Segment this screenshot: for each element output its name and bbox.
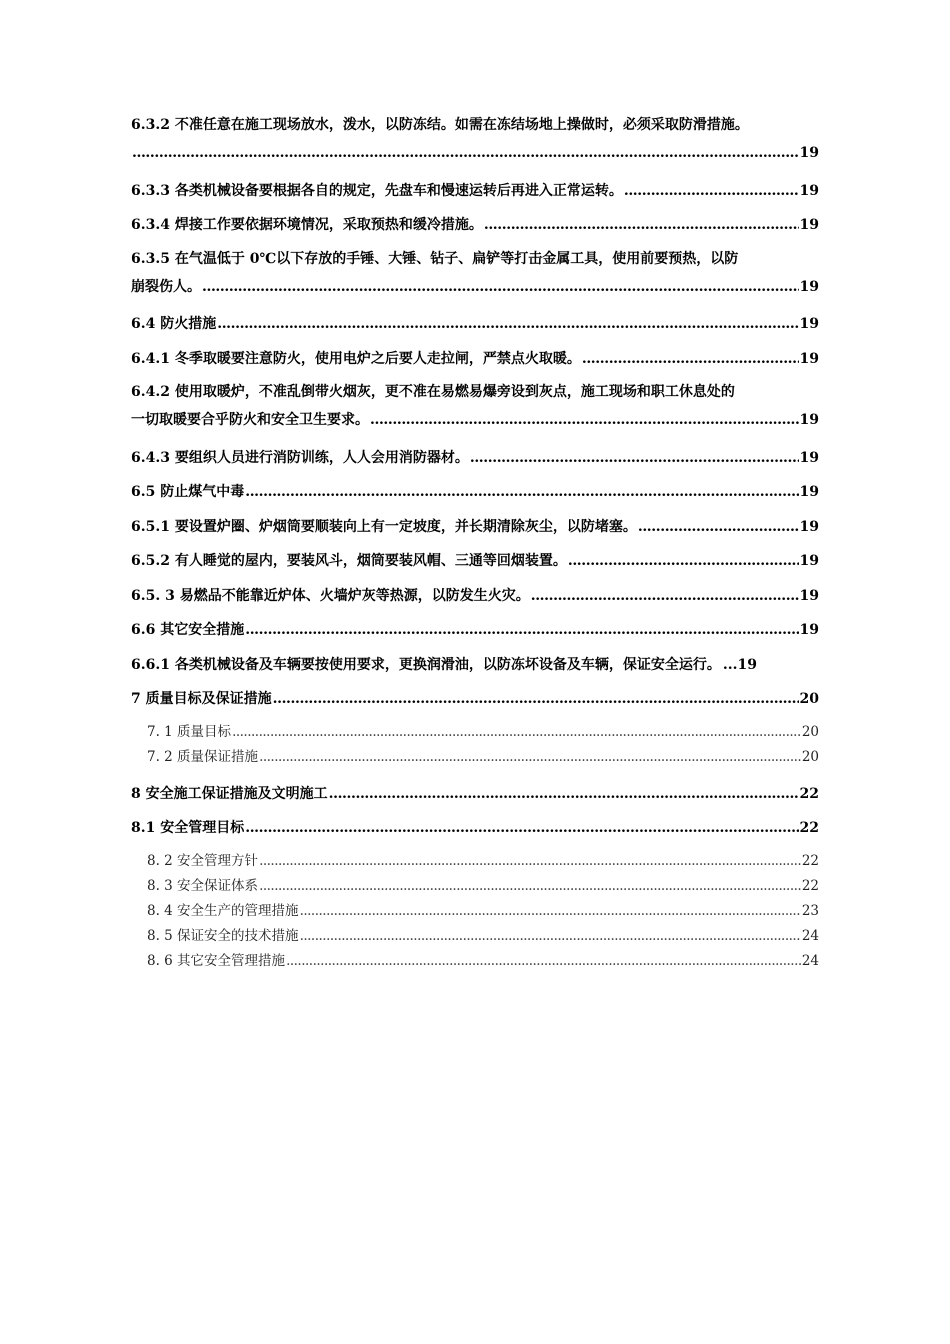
toc-leader-dots (470, 444, 799, 472)
toc-page-number: 19 (799, 182, 819, 199)
toc-page-number: 20 (801, 723, 819, 740)
toc-leader-dots (568, 547, 799, 575)
toc-leader-dots (329, 780, 799, 808)
toc-entry-7-2[interactable] (131, 745, 819, 770)
toc-leader-dots (638, 513, 799, 541)
toc-entry-7-1[interactable] (131, 720, 819, 745)
toc-page-number: 24 (801, 952, 819, 969)
toc-leader-dots (259, 849, 801, 874)
toc-entry-text-cont: 一切取暖要合乎防火和安全卫生要求。 (131, 412, 369, 428)
toc-entry-text: 6.5.1 要设置炉圈、炉烟筒要顺装向上有一定坡度，并长期清除灰尘，以防堵塞。 (131, 518, 637, 535)
toc-entry-6-6-1[interactable] (131, 651, 819, 686)
toc-leader-dots (370, 409, 799, 431)
toc-entry-text: 6.3.3 各类机械设备要根据各自的规定，先盘车和慢速运转后再进入正常运转。 (131, 182, 623, 199)
toc-page-number: ...19 (722, 656, 757, 673)
toc-entry-text: 6.5. 3 易燃品不能靠近炉体、火墙炉灰等热源，以防发生火灾。 (131, 587, 530, 604)
toc-entry-6-3-4[interactable] (131, 211, 819, 246)
toc-page-number: 20 (801, 748, 819, 765)
toc-entry-text: 6.6 其它安全措施 (131, 622, 245, 638)
toc-leader-dots (484, 211, 799, 239)
toc-leader-dots (273, 685, 799, 713)
toc-entry-6-5-3[interactable] (131, 582, 819, 617)
toc-entry-text: 6.3.5 在气温低于 0℃以下存放的手锤、大锤、钻子、扁铲等打击金属工具，使用前要预热，以防 (131, 250, 739, 267)
toc-entry-7[interactable] (131, 685, 819, 720)
toc-entry-6-5[interactable] (131, 478, 819, 513)
toc-entry-6-4-1[interactable] (131, 345, 819, 380)
toc-page-number: 19 (799, 350, 819, 367)
toc-leader-dots (245, 478, 798, 506)
toc-entry-text: 8. 3 安全保证体系 (147, 877, 259, 894)
toc-entry-text-cont: 崩裂伤人。 (131, 278, 201, 295)
toc-page-number: 19 (799, 553, 819, 569)
toc-leader-dots (582, 345, 799, 373)
toc-entry-text: 8.1 安全管理目标 (131, 820, 245, 836)
toc-entry-8-4[interactable] (131, 899, 819, 924)
toc-entry-6-5-2[interactable] (131, 547, 819, 582)
toc-entry-6-4-3[interactable] (131, 444, 819, 479)
table-of-contents (131, 112, 819, 974)
toc-entry-8-6[interactable] (131, 949, 819, 974)
toc-page-number: 20 (799, 691, 819, 707)
toc-entry-6-4[interactable] (131, 310, 819, 345)
toc-entry-text: 6.3.2 不准任意在施工现场放水，泼水，以防冻结。如需在冻结场地上操做时，必须采取防滑措施。 (131, 117, 749, 133)
toc-entry-text: 6.3.4 焊接工作要依据环境情况，采取预热和缓冷措施。 (131, 217, 483, 233)
toc-entry-text: 6.4.1 冬季取暖要注意防火，使用电炉之后要人走拉闸，严禁点火取暖。 (131, 350, 581, 367)
toc-entry-text: 7. 1 质量目标 (147, 723, 232, 740)
toc-page-number: 19 (799, 316, 819, 332)
toc-leader-dots (202, 276, 799, 298)
toc-page-number: 19 (799, 278, 819, 295)
toc-entry-text: 6.4.3 要组织人员进行消防训练，人人会用消防器材。 (131, 449, 469, 466)
toc-leader-dots (245, 616, 798, 644)
toc-page-number: 19 (799, 145, 819, 161)
toc-page-number: 22 (799, 820, 819, 836)
toc-entry-text: 8. 4 安全生产的管理措施 (147, 902, 299, 919)
toc-entry-8[interactable] (131, 780, 819, 815)
toc-entry-text: 6.4.2 使用取暖炉，不准乱倒带火烟灰，更不准在易燃易爆旁设到灰点，施工现场和职工休息处的 (131, 384, 735, 400)
toc-leader-dots (286, 949, 801, 974)
toc-entry-text: 6.5.2 有人睡觉的屋内，要装风斗，烟筒要装风帽、三通等回烟装置。 (131, 553, 567, 569)
toc-leader-dots (300, 924, 801, 949)
toc-entry-6-5-1[interactable] (131, 513, 819, 548)
toc-leader-dots (132, 142, 799, 164)
toc-page-number: 19 (799, 412, 819, 428)
toc-entry-8-5[interactable] (131, 924, 819, 949)
toc-entry-text: 8 安全施工保证措施及文明施工 (131, 785, 328, 802)
toc-leader-dots (217, 310, 798, 338)
toc-page-number: 19 (799, 449, 819, 466)
toc-page-number: 22 (801, 877, 819, 894)
toc-leader-dots (245, 814, 798, 842)
toc-leader-dots (259, 874, 801, 899)
toc-page-number: 22 (799, 785, 819, 802)
toc-entry-text: 6.6.1 各类机械设备及车辆要按使用要求，更换润滑油，以防冻坏设备及车辆，保证安全运行。 (131, 656, 721, 673)
toc-page-number: 23 (801, 902, 819, 919)
toc-entry-6-3-5[interactable] (131, 246, 819, 311)
toc-page-number: 24 (801, 927, 819, 944)
toc-page-number: 22 (801, 852, 819, 869)
toc-entry-text: 8. 2 安全管理方针 (147, 852, 259, 869)
toc-leader-dots (531, 582, 799, 610)
toc-leader-dots (232, 720, 801, 745)
toc-entry-6-3-2[interactable] (131, 112, 819, 177)
toc-page-number: 19 (799, 587, 819, 604)
toc-entry-text: 7 质量目标及保证措施 (131, 691, 272, 707)
toc-entry-text: 8. 5 保证安全的技术措施 (147, 927, 299, 944)
toc-leader-dots (300, 899, 801, 924)
toc-entry-8-3[interactable] (131, 874, 819, 899)
toc-page-number: 19 (799, 518, 819, 535)
toc-entry-8-2[interactable] (131, 849, 819, 874)
toc-entry-6-6[interactable] (131, 616, 819, 651)
toc-leader-dots (259, 745, 801, 770)
toc-page-number: 19 (799, 484, 819, 500)
toc-entry-text: 6.5 防止煤气中毒 (131, 484, 245, 500)
toc-entry-text: 7. 2 质量保证措施 (147, 748, 259, 765)
toc-leader-dots (624, 177, 799, 205)
toc-entry-6-3-3[interactable] (131, 177, 819, 212)
toc-entry-6-4-2[interactable] (131, 379, 819, 444)
toc-entry-text: 8. 6 其它安全管理措施 (147, 952, 286, 969)
toc-page-number: 19 (799, 622, 819, 638)
toc-entry-8-1[interactable] (131, 814, 819, 849)
toc-page-number: 19 (799, 217, 819, 233)
toc-entry-text: 6.4 防火措施 (131, 316, 217, 332)
